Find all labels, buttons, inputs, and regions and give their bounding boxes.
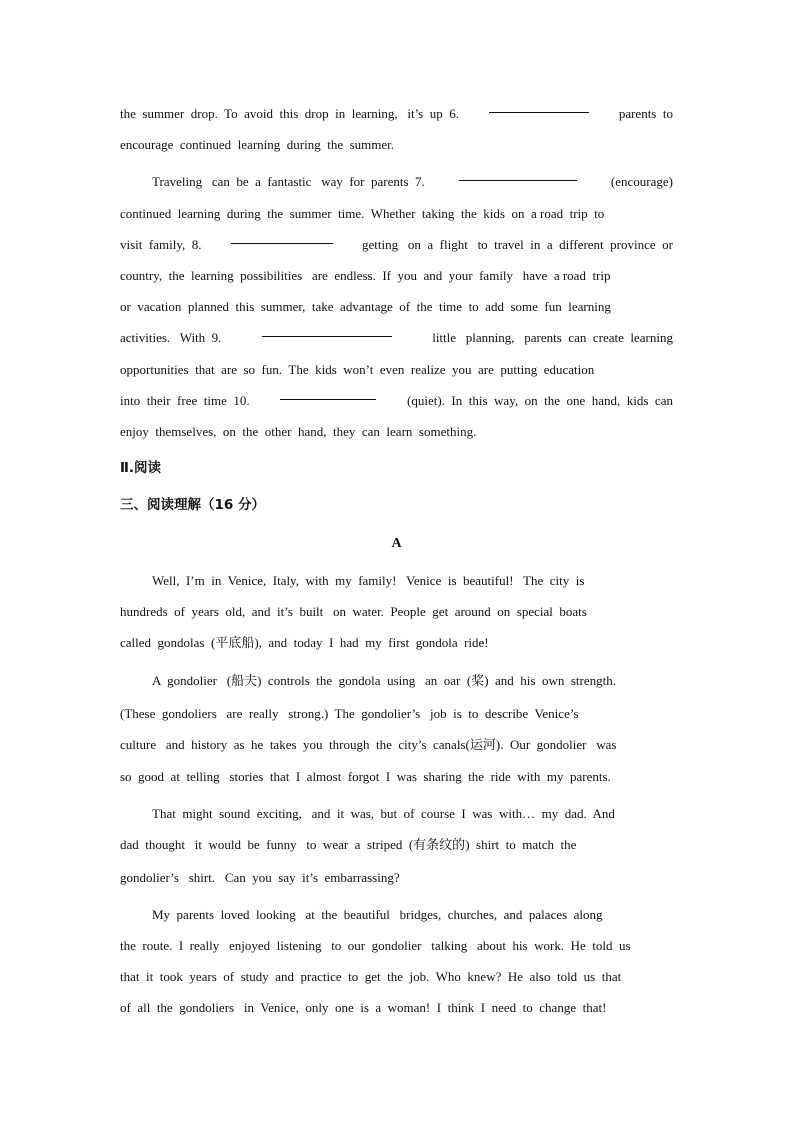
line: That might sound exciting, and it was, but of course I was with… my dad. And [152,806,615,822]
line: the route. I really enjoyed listening to our gondolier talking about his work. He told us [120,938,631,954]
line-text: A gondolier ( [152,673,232,689]
section-heading-reading-comprehension: 三、阅读理解（16 分） [120,497,265,514]
line-text: called gondolas ( [120,635,216,651]
line-text: into their free time 10. [120,392,250,408]
answer-blank-10[interactable] [280,385,376,400]
line: so good at telling stories that I almost forgot I was sharing the ride with my parents. [120,769,611,785]
line-text: ), and today I had my first gondola ride! [254,635,489,651]
passage-paragraph-4 [120,899,673,1024]
line-text: ) shirt to match the [465,837,577,853]
line: country, the learning possibilities are endless. If you and your family have a road trip [120,268,611,284]
line [120,385,673,416]
line: Well, I’m in Venice, Italy, with my family! Venice is beautiful! The city is [152,572,585,588]
line-text: little planning, parents can create learning [432,330,673,346]
line [120,627,673,659]
line-text: activities. With 9. [120,330,222,346]
document-page [120,98,673,1030]
answer-blank-8[interactable] [231,229,333,244]
chinese-gloss: 船夫 [231,674,258,690]
line-text: culture and history as he takes you through the city’s canals( [120,736,470,752]
passage-paragraph-2 [120,665,673,792]
line [120,166,673,197]
line: enjoy themselves, on the other hand, they can learn something. [120,424,477,440]
line [120,98,673,129]
chinese-gloss: 有条纹的 [413,838,466,854]
chinese-gloss: 平底船 [215,636,255,652]
line: encourage continued learning during the summer. [120,137,395,153]
paragraph-summer-drop [120,98,673,160]
line-text: getting on a flight to travel in a different province or [362,236,673,252]
line: My parents loved looking at the beautiful bridges, churches, and palaces along [152,906,603,922]
line: that it took years of study and practice to get the job. Who knew? He also told us that [120,969,622,985]
line-text: Traveling can be a fantastic way for parents 7. [152,174,425,190]
line: (These gondoliers are really strong.) The gondolier’s job is to describe Venice’s [120,705,579,721]
chinese-gloss: 桨 [471,674,485,690]
line-text: ). Our gondolier was [495,736,617,752]
paragraph-traveling [120,166,673,447]
passage-title: A [391,535,402,551]
line [120,665,673,697]
chinese-gloss: 运河 [469,737,496,753]
line: hundreds of years old, and it’s built on water. People get around on special boats [120,604,587,620]
line: opportunities that are so fun. The kids won’t even realize you are putting education [120,361,595,377]
passage-paragraph-3 [120,798,673,893]
line-text: (quiet). In this way, on the one hand, kids can [407,392,673,408]
line [120,322,673,353]
line-text: the summer drop. To avoid this drop in learning, it’s up 6. [120,106,459,121]
line: of all the gondoliers in Venice, only one is a woman! I think I need to change that! [120,1000,607,1016]
passage-paragraph-1 [120,565,673,660]
line [120,229,673,260]
line [120,729,673,761]
line: continued learning during the summer time. Whether taking the kids on a road trip to [120,205,605,221]
answer-blank-7[interactable] [459,166,577,181]
line-text: visit family, 8. [120,236,202,252]
line: or vacation planned this summer, take advantage of the time to add some fun learning [120,299,611,315]
line-text: dad thought it would be funny to wear a striped ( [120,837,414,853]
section-heading-reading: Ⅱ.阅读 [120,460,162,477]
line: gondolier’s shirt. Can you say it’s embarrassing? [120,869,400,885]
line-text: (encourage) [610,174,673,190]
line-text: parents to [618,106,673,121]
line [120,829,673,861]
answer-blank-6[interactable] [489,98,589,113]
line-text: ) controls the gondola using an oar ( [257,673,472,689]
answer-blank-9[interactable] [262,322,392,337]
line-text: ) and his own strength. [484,673,616,689]
